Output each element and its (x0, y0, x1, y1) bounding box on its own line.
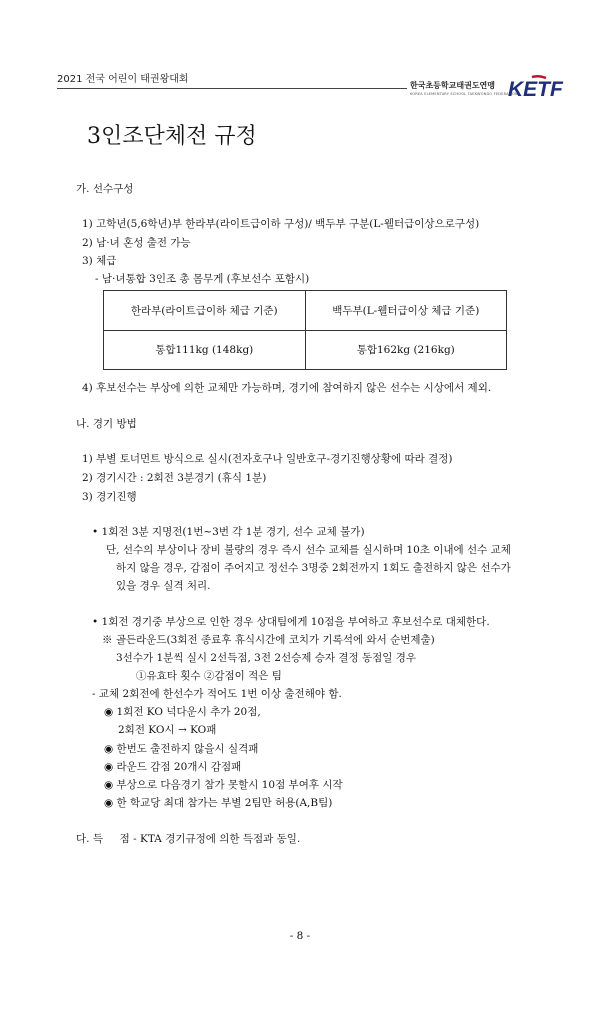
weight-class-table (103, 290, 507, 370)
na-item-3: 3) 경기진행 (82, 491, 137, 503)
table-row (104, 330, 507, 370)
org-name-en: KOREA ELEMENTARY SCHOOL TAEKWONDO FEDERATION (410, 92, 518, 96)
page-number: - 8 - (289, 930, 311, 942)
golden-round-line-2: ①유효타 횟수 ②감점이 적은 팀 (136, 670, 282, 682)
section-da-scoring: 다. 득 점 - KTA 경기규정에 의한 득점과 동일. (76, 833, 301, 845)
table-cell-baekdu-head: 백두부(L-웰터급이상 체급 기준) (305, 291, 507, 331)
na-item-2: 2) 경기시간 : 2회전 3분경기 (휴식 1분) (82, 472, 267, 484)
rule-ko: ◉ 1회전 KO 넉다운시 추가 20점, (104, 706, 261, 718)
section-na-heading: 나. 경기 방법 (76, 418, 137, 430)
golden-round-note: ※ 골든라운드(3회전 종료후 휴식시간에 코치가 기록석에 와서 순번제출) (102, 634, 435, 646)
event-title: 2021 전국 어린이 태권왕대회 (57, 74, 189, 85)
round1-line-3: 있을 경우 실격 처리. (116, 580, 211, 592)
rule-injury-forfeit: ◉ 부상으로 다음경기 참가 못할시 10점 부여후 시작 (104, 779, 343, 791)
header-divider (57, 88, 407, 89)
ga-item-3: 3) 체급 (82, 255, 117, 267)
svg-text:KETF: KETF (508, 78, 563, 101)
bullet-injury: • 1회전 경기중 부상으로 인한 경우 상대팀에게 10점을 부여하고 후보선수로 대체한다. (92, 616, 490, 628)
ga-item-3-sub: - 남·녀통합 3인조 총 몸무게 (후보선수 포함시) (95, 273, 310, 285)
ketf-logo (508, 74, 563, 101)
bullet-round1: • 1회전 3분 지명전(1번~3번 각 1분 경기, 선수 교체 불가) (92, 526, 365, 538)
rule-team-limit: ◉ 한 학교당 최대 참가는 부별 2팀만 허용(A,B팀) (104, 797, 333, 809)
ga-item-2: 2) 남·녀 혼성 출전 가능 (82, 237, 191, 249)
section-ga-heading: 가. 선수구성 (76, 183, 134, 195)
substitution-rule: - 교체 2회전에 한선수가 적어도 1번 이상 출전해야 함. (92, 688, 342, 700)
na-item-1: 1) 부별 토너먼트 방식으로 실시(전자호구나 일반호구-경기진행상황에 따라 결정) (82, 453, 453, 465)
table-cell-halla-weight: 통합111kg (148kg) (104, 330, 306, 370)
golden-round-line-1: 3선수가 1분씩 실시 2선득점, 3전 2선승제 승자 결정 동점일 경우 (116, 652, 417, 664)
rule-penalty: ◉ 라운드 감점 20개시 감점패 (104, 761, 242, 773)
round1-line-1: 단, 선수의 부상이나 장비 불량의 경우 즉시 선수 교체를 실시하며 10초 이내에 선수 교체 (106, 544, 511, 556)
ga-item-4: 4) 후보선수는 부상에 의한 교체만 가능하며, 경기에 참여하지 않은 선수는 시상에서 제외. (82, 382, 492, 394)
org-name: 한국초등학교태권도연맹 (410, 81, 496, 90)
table-header-row (104, 291, 507, 331)
ga-item-1: 1) 고학년(5,6학년)부 한라부(라이트급이하 구성)/ 백두부 구분(L-웰터급이상으로구성) (82, 218, 480, 230)
table-cell-baekdu-weight: 통합162kg (216kg) (305, 330, 507, 370)
rule-no-appearance: ◉ 한번도 출전하지 않을시 실격패 (104, 743, 259, 755)
table-cell-halla-head: 한라부(라이트급이하 체급 기준) (104, 291, 306, 331)
round1-line-2: 하지 않을 경우, 감점이 주어지고 정선수 3명중 2회전까지 1회도 출전하지 않은 선수가 (116, 562, 511, 574)
page-title: 3인조단체전 규정 (87, 124, 257, 149)
rule-ko-line-2: 2회전 KO시 → KO패 (118, 724, 217, 736)
